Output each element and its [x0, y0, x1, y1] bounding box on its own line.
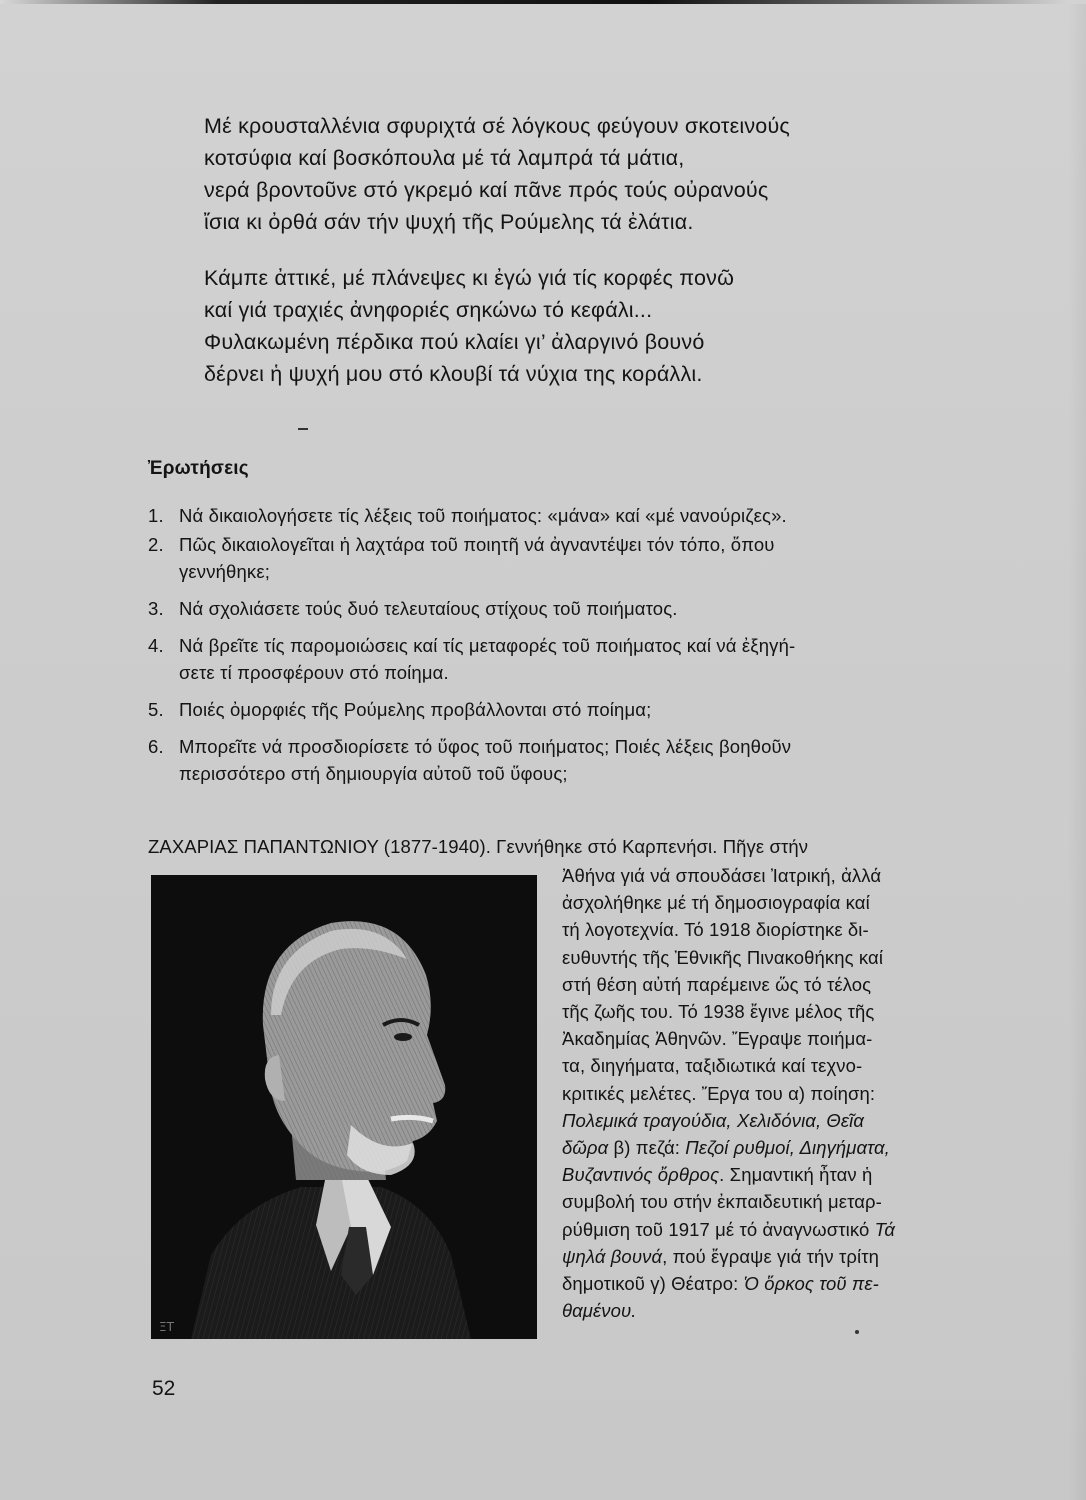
bio-line — [562, 1297, 974, 1324]
work-title: Βυζαντινός ὄρθρος — [562, 1164, 720, 1186]
question-item — [148, 696, 978, 723]
poem-line: νερά βροντοῦνε στό γκρεμό καί πᾶνε πρός τούς οὐρανούς — [204, 178, 769, 202]
author-portrait — [151, 875, 537, 1339]
bio-line: τή λογοτεχνία. Τό 1918 διορίστηκε δι- — [562, 919, 869, 941]
bio-text-fragment: β) πεζά: — [608, 1137, 686, 1159]
question-text: Μπορεῖτε νά προσδιορίσετε τό ὕφος τοῦ ποιήματος; Ποιές λέξεις βοηθοῦν — [179, 736, 792, 757]
question-text: Νά σχολιάσετε τούς δυό τελευταίους στίχους τοῦ ποιήματος. — [179, 598, 678, 619]
bio-text-fragment: δημοτικοῦ γ) Θέατρο: — [562, 1273, 744, 1295]
question-number: 2. — [148, 534, 164, 555]
work-title: Πολεμικά τραγούδια, Χελιδόνια, Θεῖα — [562, 1109, 865, 1131]
bio-line: ευθυντής τῆς Ἐθνικῆς Πινακοθήκης καί — [562, 946, 884, 968]
bio-line: τα, διηγήματα, ταξιδιωτικά καί τεχνο- — [562, 1055, 863, 1077]
bio-line: ἀσχολήθηκε μέ τή δημοσιογραφία καί — [562, 892, 870, 914]
question-text: Πῶς δικαιολογεῖται ἡ λαχτάρα τοῦ ποιητῆ νά ἀγναντέψει τόν τόπο, ὅπου — [179, 534, 775, 555]
work-title: ψηλά βουνά — [562, 1245, 663, 1267]
engraved-portrait-of-elderly-man-profile-icon — [151, 875, 537, 1339]
page-number: 52 — [152, 1377, 176, 1400]
poem-line: δέρνει ἡ ψυχή μου στό κλουβί τά νύχια της κοράλλι. — [204, 362, 703, 386]
bio-line: συμβολή του στήν ἐκπαιδευτική μεταρ- — [562, 1191, 882, 1213]
question-item — [148, 733, 978, 787]
poem-line: ἴσια κι ὀρθά σάν τήν ψυχή τῆς Ρούμελης τά ἐλάτια. — [204, 210, 694, 234]
bio-text-fragment: , πού ἔγραψε γιά τήν τρίτη — [662, 1245, 880, 1267]
bio-text-fragment: . Σημαντική ἦταν ἡ — [719, 1164, 873, 1186]
bio-line: στή θέση αὐτή παρέμεινε ὥς τό τέλος — [562, 973, 872, 995]
work-title: Τά — [874, 1218, 895, 1240]
poem-stanza-2 — [204, 262, 964, 390]
question-item — [148, 595, 978, 622]
separator-mark — [298, 428, 308, 430]
question-number: 4. — [148, 635, 164, 656]
questions-list — [148, 502, 978, 797]
question-text: Ποιές ὀμορφιές τῆς Ρούμελης προβάλλονται στό ποίημα; — [179, 699, 652, 720]
questions-heading: Ἐρωτήσεις — [148, 458, 249, 479]
bio-line — [562, 1107, 974, 1134]
question-item — [148, 531, 978, 585]
question-text: σετε τί προσφέρουν στό ποίημα. — [179, 662, 449, 683]
bio-heading-line: ΖΑΧΑΡΙΑΣ ΠΑΠΑΝΤΩΝΙΟΥ (1877-1940). Γεννήθηκε στό Καρπενήσι. Πῆγε στήν — [148, 836, 809, 857]
question-text: περισσότερο στή δημιουργία αὐτοῦ τοῦ ὕφους; — [179, 763, 568, 784]
poem-line: Φυλακωμένη πέρδικα πού κλαίει γι’ ἀλαργινό βουνό — [204, 330, 705, 354]
poem-line: κοτσύφια καί βοσκόπουλα μέ τά λαμπρά τά μάτια, — [204, 146, 685, 170]
question-number: 5. — [148, 699, 164, 720]
work-title: Ὁ ὅρκος τοῦ πε- — [743, 1273, 879, 1295]
question-number: 6. — [148, 736, 164, 757]
page-right-edge — [1068, 0, 1086, 1500]
poem-line: καί γιά τραχιές ἀνηφοριές σηκώνω τό κεφάλι... — [204, 298, 653, 322]
work-title: δῶρα — [562, 1137, 609, 1159]
bio-line — [562, 1216, 974, 1243]
question-text: Νά δικαιολογήσετε τίς λέξεις τοῦ ποιήματος: «μάνα» καί «μέ νανούριζες». — [179, 505, 787, 526]
bio-line: τῆς ζωῆς του. Τό 1938 ἔγινε μέλος τῆς — [562, 1001, 875, 1023]
work-title: θαμένου. — [562, 1300, 637, 1322]
bio-line: κριτικές μελέτες. Ἔργα του α) ποίηση: — [562, 1082, 876, 1104]
question-number: 3. — [148, 598, 164, 619]
question-item — [148, 502, 978, 529]
page-top-edge — [0, 0, 1086, 4]
question-number: 1. — [148, 505, 164, 526]
question-text: γεννήθηκε; — [179, 561, 271, 582]
ink-dot — [855, 1330, 859, 1334]
question-text: Νά βρεῖτε τίς παρομοιώσεις καί τίς μεταφορές τοῦ ποιήματος καί νά ἐξηγή- — [179, 635, 796, 656]
bio-line — [562, 1134, 974, 1161]
bio-line — [562, 1161, 974, 1188]
poem-line: Μέ κρουσταλλένια σφυριχτά σέ λόγκους φεύγουν σκοτεινούς — [204, 114, 790, 138]
bio-line: Ἀθήνα γιά νά σπουδάσει Ἰατρική, ἀλλά — [562, 865, 882, 886]
poem-line: Κάμπε ἀττικέ, μέ πλάνεψες κι ἐγώ γιά τίς κορφές πονῶ — [204, 266, 735, 290]
bio-line — [562, 1243, 974, 1270]
bio-text-fragment: ρύθμιση τοῦ 1917 μέ τό ἀναγνωστικό — [562, 1218, 875, 1240]
bio-line — [562, 1270, 974, 1297]
bio-text — [562, 862, 974, 1324]
question-item — [148, 632, 978, 686]
bio-line: Ἀκαδημίας Ἀθηνῶν. Ἔγραψε ποιήμα- — [562, 1028, 873, 1050]
work-title: Πεζοί ρυθμοί, Διηγήματα, — [685, 1137, 890, 1159]
svg-text:ΞΤ: ΞΤ — [159, 1320, 174, 1334]
poem-stanza-1 — [204, 110, 964, 238]
